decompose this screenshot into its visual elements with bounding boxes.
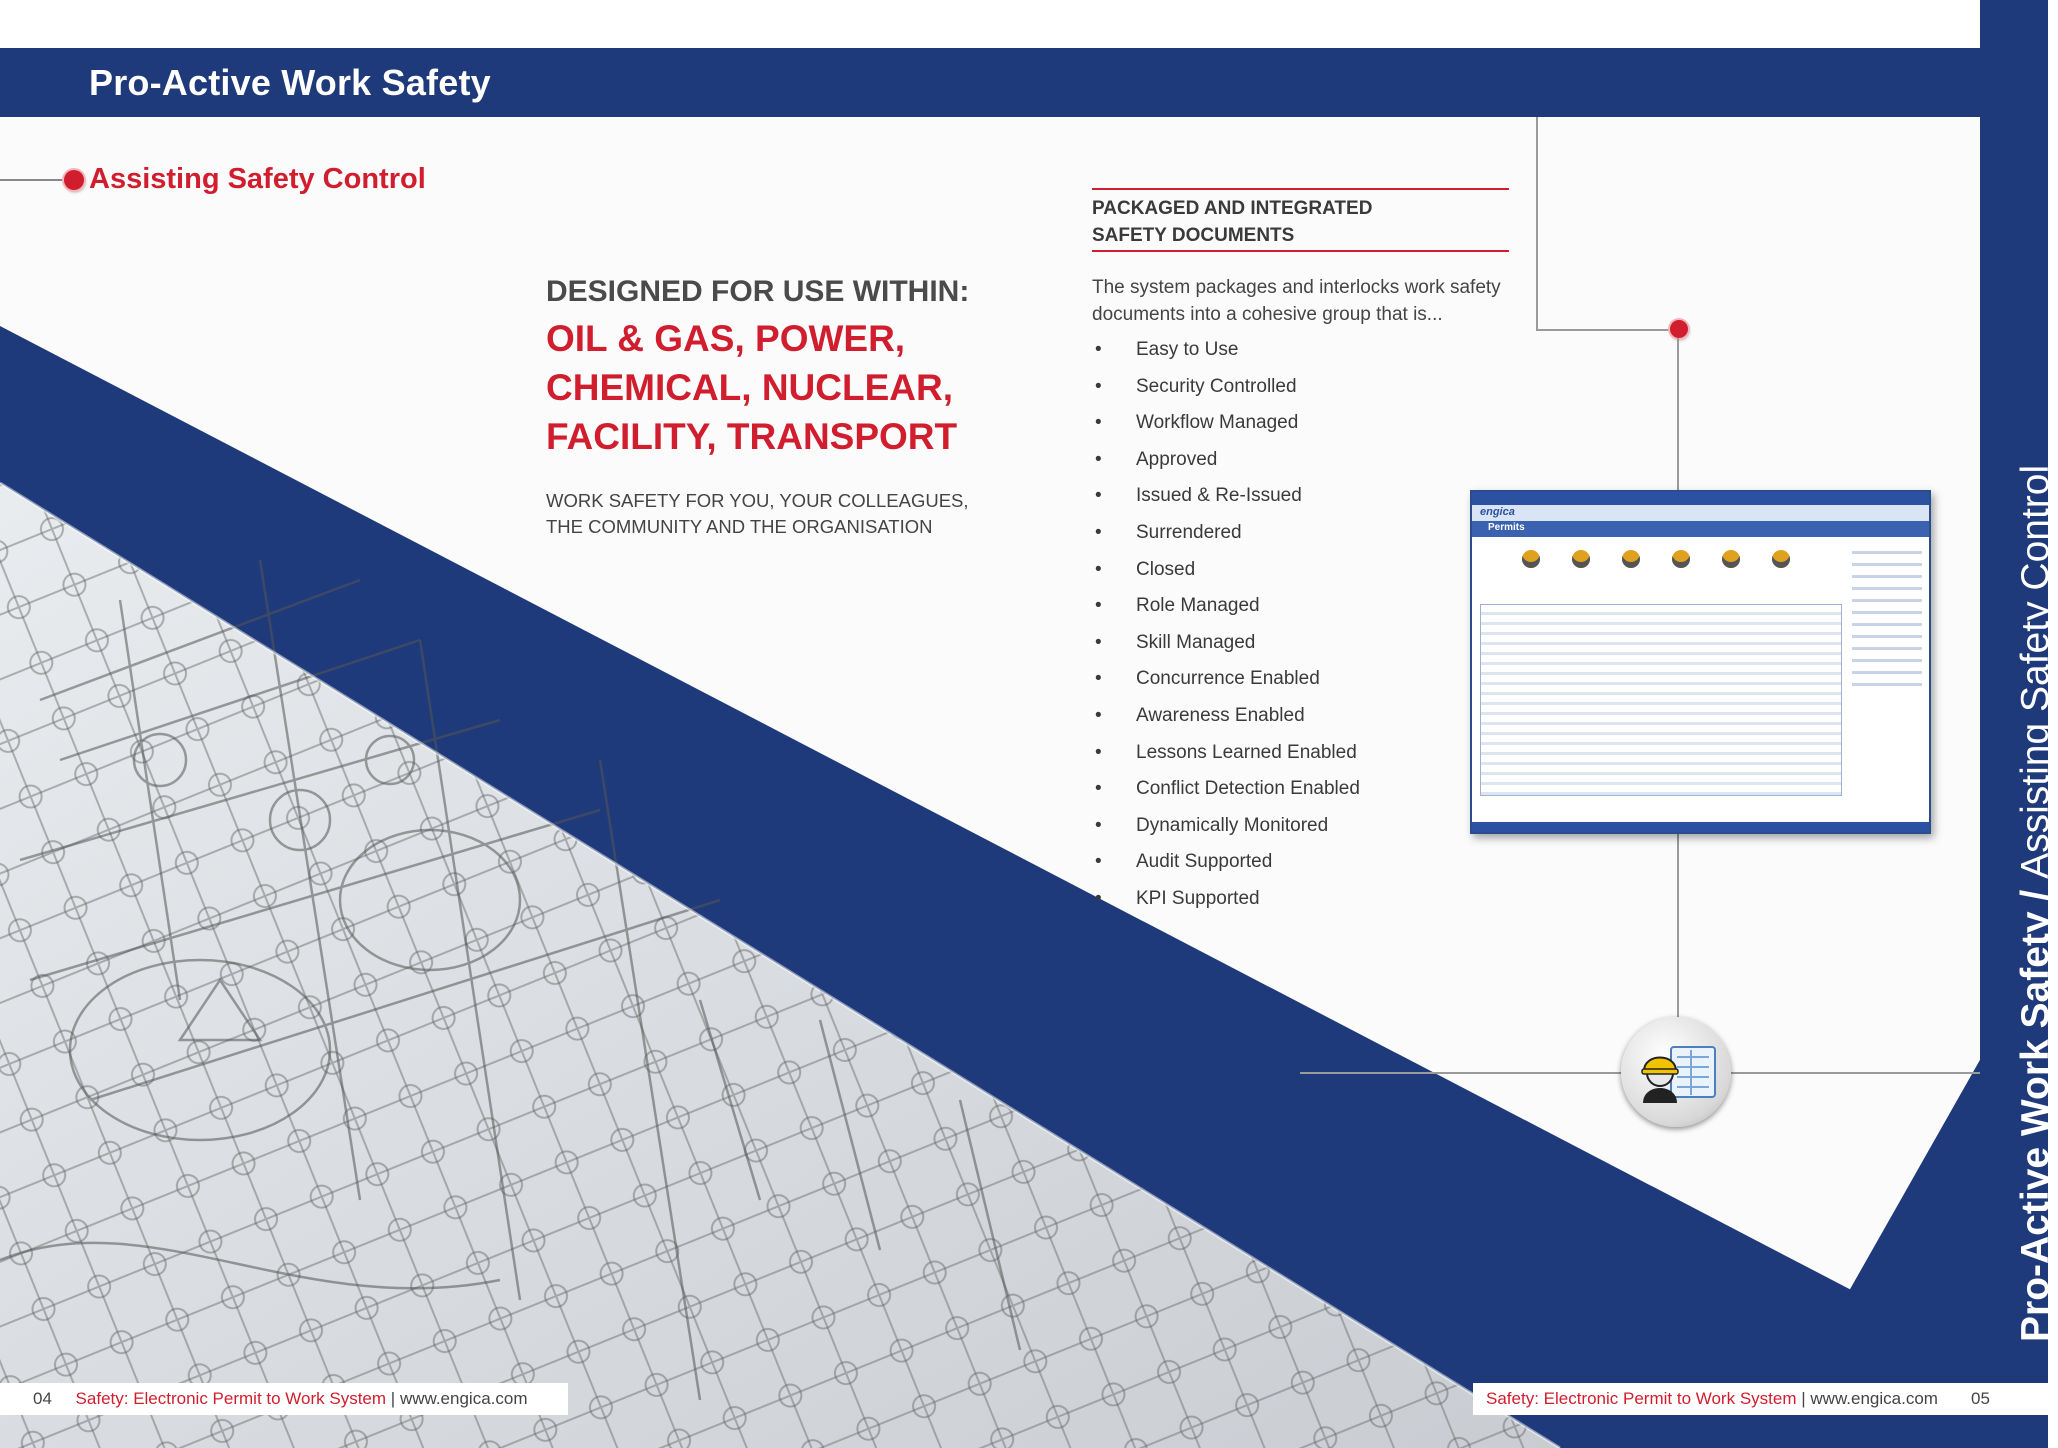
screenshot-logo: engica [1480, 506, 1515, 518]
website-link[interactable]: www.engica.com [1810, 1389, 1938, 1408]
list-item: • Security Controlled [1092, 373, 1360, 410]
list-item: • Surrendered [1092, 519, 1360, 556]
documents-heading-line: SAFETY DOCUMENTS [1092, 225, 1295, 246]
list-item: • Conflict Detection Enabled [1092, 775, 1360, 812]
page-number: 05 [1971, 1389, 1990, 1408]
feature-list [1092, 336, 1360, 922]
screenshot-statusbar [1472, 822, 1929, 832]
list-item: • Issued & Re-Issued [1092, 482, 1360, 519]
side-title-bold: Pro-Active Work Safety [2014, 911, 2057, 1342]
connector-dot [1670, 320, 1688, 338]
list-item: • Closed [1092, 556, 1360, 593]
side-title-light: Assisting Safety Control [2014, 464, 2057, 879]
footer-right-text [1486, 1383, 1990, 1415]
industry-line: OIL & GAS, POWER, [546, 318, 906, 359]
list-item: • Easy to Use [1092, 336, 1360, 373]
side-title [2014, 465, 2058, 1342]
section-heading: Assisting Safety Control [89, 163, 426, 195]
tagline-line: THE COMMUNITY AND THE ORGANISATION [546, 516, 933, 537]
page-number: 04 [33, 1389, 52, 1408]
list-item: • Lessons Learned Enabled [1092, 739, 1360, 776]
connector-line [1536, 329, 1678, 331]
screenshot-header [1472, 521, 1929, 537]
screenshot-titlebar [1472, 492, 1929, 505]
footer-separator: | [390, 1389, 396, 1408]
documents-intro: The system packages and interlocks work safety documents into a cohesive group that is... [1092, 277, 1501, 325]
list-item: • Awareness Enabled [1092, 702, 1360, 739]
side-title-separator: / [2014, 878, 2057, 912]
workflow-step-icon [1522, 550, 1540, 568]
list-item: • Skill Managed [1092, 629, 1360, 666]
hardhat-worker-icon-graphic [1621, 1017, 1731, 1127]
list-item: • Workflow Managed [1092, 409, 1360, 446]
workflow-step-icon [1772, 550, 1790, 568]
workflow-step-icon [1572, 550, 1590, 568]
section-connector-line [0, 179, 66, 181]
list-item: • Concurrence Enabled [1092, 665, 1360, 702]
heading-rule-top [1092, 188, 1509, 190]
industry-line: CHEMICAL, NUCLEAR, [546, 367, 953, 408]
connector-line [1536, 117, 1538, 330]
list-item: • KPI Supported [1092, 885, 1360, 922]
designed-label: DESIGNED FOR USE WITHIN: [546, 275, 970, 308]
connector-line [1731, 1072, 1980, 1074]
software-screenshot [1470, 490, 1931, 834]
screenshot-table [1480, 604, 1842, 796]
tagline [546, 488, 969, 540]
workflow-step-icon [1722, 550, 1740, 568]
website-link[interactable]: www.engica.com [399, 1389, 528, 1408]
workflow-step-icon [1622, 550, 1640, 568]
screenshot-activity-panel [1852, 542, 1922, 692]
list-item: • Audit Supported [1092, 848, 1360, 885]
screenshot-title: Permits [1488, 522, 1525, 533]
documents-heading-line: PACKAGED AND INTEGRATED [1092, 198, 1373, 219]
publication-title: Safety: Electronic Permit to Work System [75, 1389, 387, 1408]
page-title: Pro-Active Work Safety [89, 62, 491, 103]
industry-line: FACILITY, TRANSPORT [546, 416, 958, 457]
list-item: • Approved [1092, 446, 1360, 483]
heading-rule-bottom [1092, 250, 1509, 252]
workflow-step-icon [1672, 550, 1690, 568]
screenshot-nav [1472, 505, 1929, 521]
footer-left-text [33, 1383, 528, 1415]
publication-title: Safety: Electronic Permit to Work System [1486, 1389, 1797, 1408]
connector-dot [64, 170, 84, 190]
list-item: • Dynamically Monitored [1092, 812, 1360, 849]
list-item: • Role Managed [1092, 592, 1360, 629]
hardhat-worker-icon [1621, 1017, 1731, 1127]
documents-heading [1092, 195, 1372, 249]
connector-line [1300, 1072, 1622, 1074]
tagline-line: WORK SAFETY FOR YOU, YOUR COLLEAGUES, [546, 490, 969, 511]
footer-separator: | [1801, 1389, 1806, 1408]
